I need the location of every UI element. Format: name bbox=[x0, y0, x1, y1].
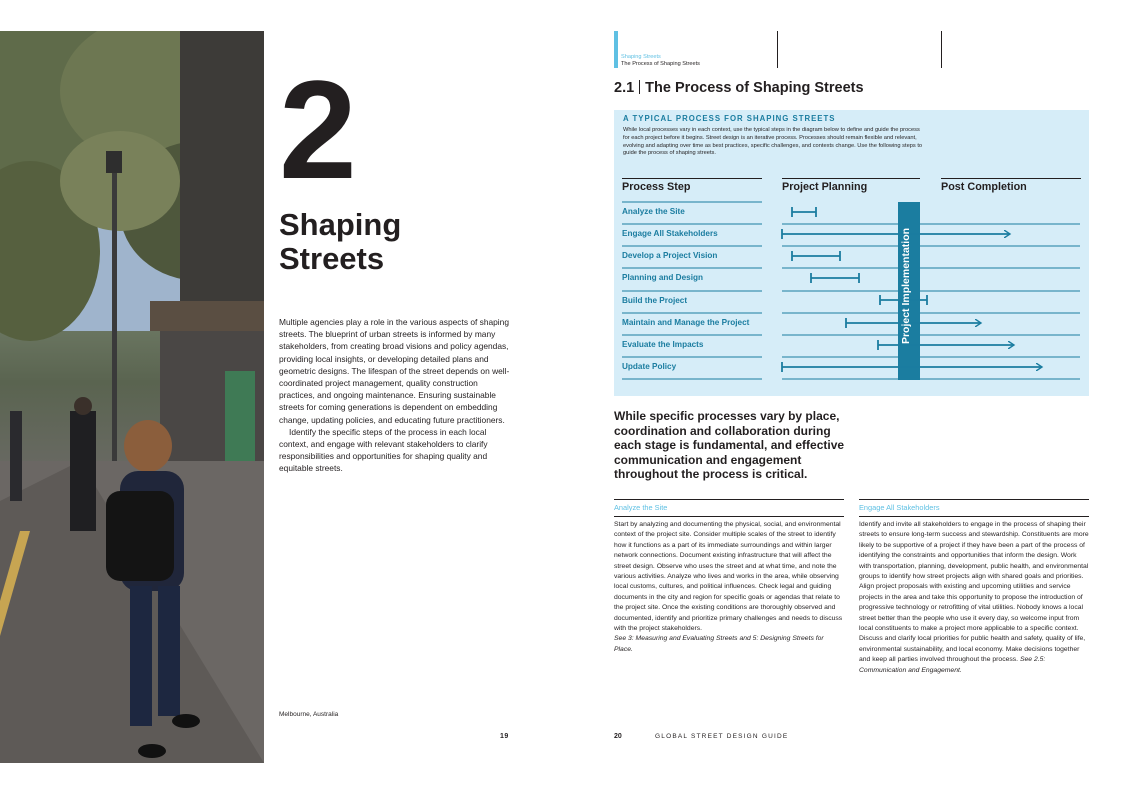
section-title-divider bbox=[639, 80, 640, 94]
step-analyze-site: Analyze the Site bbox=[622, 207, 685, 216]
diagram-heading: A TYPICAL PROCESS FOR SHAPING STREETS bbox=[623, 114, 836, 123]
chapter-intro bbox=[279, 316, 511, 475]
column-body bbox=[859, 520, 1089, 676]
column-title: Engage All Stakeholders bbox=[859, 503, 1089, 517]
section-title-text: The Process of Shaping Streets bbox=[645, 80, 864, 96]
header-divider bbox=[941, 31, 942, 68]
section-title bbox=[614, 80, 864, 96]
step-planning-design: Planning and Design bbox=[622, 273, 703, 282]
step-maintain-manage: Maintain and Manage the Project bbox=[622, 318, 750, 327]
column-engage-stakeholders bbox=[859, 499, 1089, 676]
pull-quote: While specific processes vary by place, coordination and collaboration during each stage is fundamental, and effective communication and engagement throughout the process is critical. bbox=[614, 409, 845, 482]
column-body bbox=[614, 520, 844, 655]
step-evaluate-impacts: Evaluate the Impacts bbox=[622, 340, 704, 349]
running-head-section: Shaping Streets bbox=[621, 54, 661, 60]
process-diagram bbox=[614, 110, 1089, 396]
column-header-project-planning: Project Planning bbox=[782, 178, 920, 193]
page-number-left: 19 bbox=[500, 733, 509, 740]
column-body-text: Start by analyzing and documenting the physical, social, and environmental context of the project site. Consider multiple scales of the street to identify how it functions as a part of its immediate surroundings and within larger network connections. Document existing infrastructure that will affect the street design. Observe who uses the street and at what time, and note the various activities. Analyze who lives and works in the area, while observing local customs, cultures, and political influences. Check legal and guiding documents in the city and region for specific goals or agendas that relate to the project site. Once the existing conditions are thoroughly observed and documented, identify and prioritize primary challenges and needs to discuss with the project stakeholders. bbox=[614, 521, 843, 633]
folio-title: GLOBAL STREET DESIGN GUIDE bbox=[655, 733, 789, 740]
intro-paragraph-2: Identify the specific steps of the process in each local context, and engage with relevant stakeholders to clarify responsibilities and opportunities for shaping quality and equitable streets. bbox=[279, 426, 488, 474]
step-build-project: Build the Project bbox=[622, 296, 688, 305]
chapter-title-line1: Shaping bbox=[279, 207, 402, 242]
running-head-subsection: The Process of Shaping Streets bbox=[621, 61, 700, 67]
column-see-reference: See 3: Measuring and Evaluating Streets and 5: Designing Streets for Place. bbox=[614, 635, 824, 653]
intro-paragraph-1: Multiple agencies play a role in the various aspects of shaping streets. The blueprint of urban streets is informed by many stakeholders, from creating broad visions and policy agendas, providing local insights, or developing detailed plans and geometric designs. The lifespan of the street depends on well-coordinated project management, quality construction practices, and ongoing maintenance. Ensuring sustainable streets for coming generations is dependent on embedding change, updating policies, and educating future practitioners. bbox=[279, 317, 510, 425]
step-develop-vision: Develop a Project Vision bbox=[622, 251, 718, 260]
diagram-description: While local processes vary in each context, use the typical steps in the diagram below to define and guide the process for each project before it begins. Street design is an iterative process. Processes should remain flexible and relevant, evolving and adapting over time as best practices, specific challenges, and contexts change. Use the following steps to guide the process of shaping streets. bbox=[623, 127, 923, 157]
chapter-title bbox=[279, 208, 479, 276]
column-see-reference: See 2.5: Communication and Engagement. bbox=[859, 656, 1046, 674]
step-update-policy: Update Policy bbox=[622, 362, 677, 371]
chapter-title-line2: Streets bbox=[279, 241, 385, 276]
running-head bbox=[621, 54, 700, 68]
column-analyze-site bbox=[614, 499, 844, 655]
header-divider bbox=[777, 31, 778, 68]
implementation-label: Project Implementation bbox=[900, 227, 912, 345]
chapter-number: 2 bbox=[279, 51, 353, 208]
section-number: 2.1 bbox=[614, 80, 635, 96]
column-title: Analyze the Site bbox=[614, 503, 844, 517]
column-body-text: Identify and invite all stakeholders to engage in the process of shaping their streets to ensure long-term success and stewardship. Constituents are more likely to be supportive of a project if they have been a part of the process of identifying the constraints and opportunities that inform the design. Work with transportation, planning, development, public health, and environmental groups to identify how street projects align with shared goals and priorities. Align project proposals with existing and upcoming utilities and service projects in the area and take this opportunity to propose the introduction of progressive technology or retrofitting of vital utilities. Nobody knows a local street better than the people who use it every day, so welcome input from local constituents to make a project more applicable to a specific context. Discuss and clarify local priorities for public health and safety, quality of life, environmental sustainability, and local economy. Make decisions together and keep all parties involved throughout the process. bbox=[859, 521, 1089, 664]
photo-caption: Melbourne, Australia bbox=[279, 711, 339, 718]
page-number-right: 20 bbox=[614, 733, 622, 740]
street-photo bbox=[0, 31, 264, 763]
running-head-accent bbox=[614, 31, 618, 68]
column-header-post-completion: Post Completion bbox=[941, 178, 1081, 193]
column-header-process-step: Process Step bbox=[622, 178, 762, 193]
step-engage-stakeholders: Engage All Stakeholders bbox=[622, 229, 718, 238]
street-photo-illustration bbox=[0, 31, 264, 763]
